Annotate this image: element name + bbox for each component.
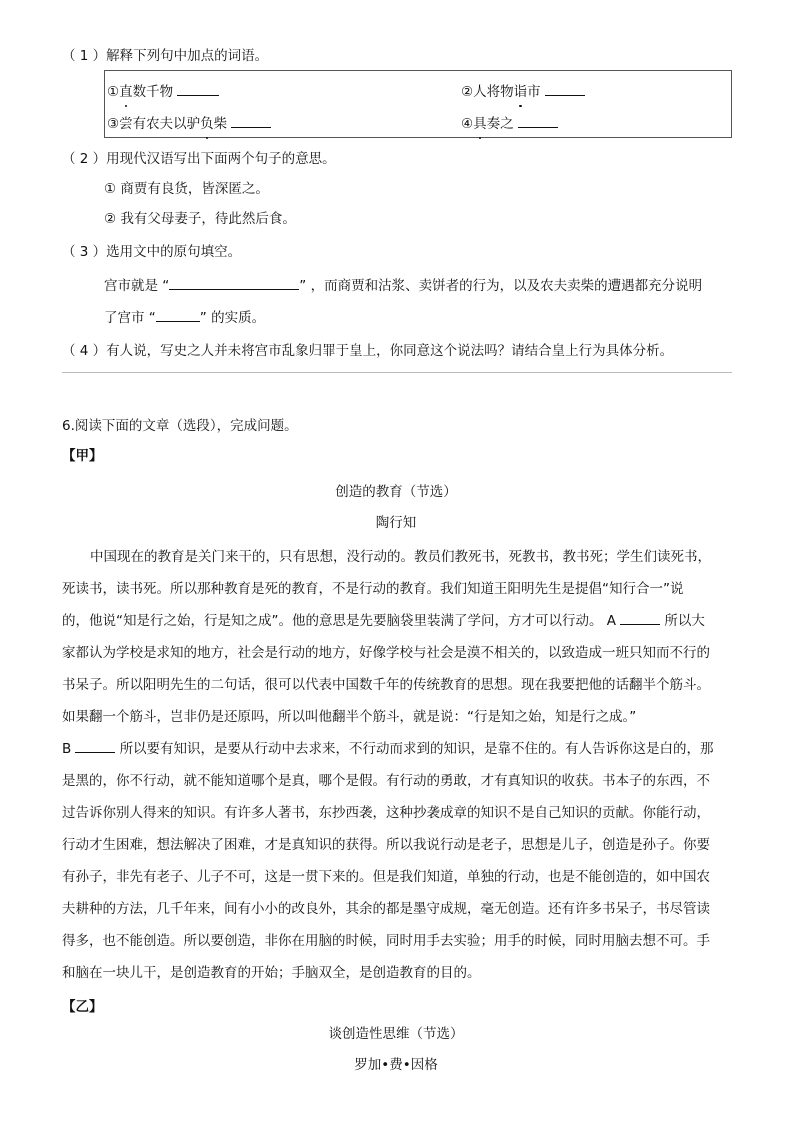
answer-blank-b[interactable] <box>75 740 115 753</box>
q2-sentence-2: ② 我有父母妻子，待此然后食。 <box>104 211 296 227</box>
q3-line-2: 了宫市 “ ” 的实质。 <box>104 310 266 326</box>
q1-answer-box <box>104 70 732 138</box>
section-label-yi: 【乙】 <box>62 999 103 1015</box>
article-line: 夫耕种的方法，几千年来，间有小小的改良外，其余的都是墨守成规，毫无创造。还有许多书呆子，书尽管读 <box>62 901 710 917</box>
q1-item-4: ④具奏之 <box>461 112 558 132</box>
q1-item-1: ①直数千物 <box>107 80 219 100</box>
article2-author: 罗加•费•因格 <box>354 1057 438 1073</box>
article-line: 书呆子。所以阳明先生的二句话，很可以代表中国数千年的传统教育的思想。现在我要把他的话翻半个筋斗。 <box>62 677 710 693</box>
q3-line-1: 宫市就是 “ ” ，而商贾和沽浆、卖饼者的行为，以及农夫卖柴的遭遇都充分说明 <box>104 278 703 294</box>
answer-blank[interactable] <box>518 115 558 128</box>
section-label-jia: 【甲】 <box>62 448 103 464</box>
q1-item-3: ③尝有农夫以驴负柴 <box>107 112 271 132</box>
q2-prompt: （ 2 ）用现代汉语写出下面两个句子的意思。 <box>62 151 336 167</box>
answer-blank[interactable] <box>177 83 219 96</box>
article2-title: 谈创造性思维（节选） <box>328 1026 464 1042</box>
article-line: 死读书，读书死。所以那种教育是死的教育，不是行动的教育。我们知道王阳明先生是提倡“知行合一”说 <box>62 581 684 597</box>
q6-prompt: 6.阅读下面的文章（选段），完成问题。 <box>62 418 298 434</box>
q1-item-2: ②人将物诣市 <box>461 80 585 100</box>
q1-prompt: （ 1 ）解释下列句中加点的词语。 <box>62 48 269 64</box>
article-title: 创造的教育（节选） <box>335 484 457 500</box>
answer-blank[interactable] <box>169 277 299 290</box>
section-divider <box>62 372 732 373</box>
article-author: 陶行知 <box>375 515 417 531</box>
answer-blank[interactable] <box>156 309 200 322</box>
answer-blank[interactable] <box>231 115 271 128</box>
article-line: 如果翻一个筋斗，岂非仍是还原吗，所以叫他翻半个筋斗，就是说：“行是知之始，知是行之成。” <box>62 709 637 725</box>
article-line: 中国现在的教育是关门来干的，只有思想，没行动的。教员们教死书，死教书，教书死；学生们读死书， <box>90 549 711 565</box>
article-line: 得多，也不能创造。所以要创造，非你在用脑的时候，同时用手去实验；用手的时候，同时用脑去想不可。手 <box>62 933 710 949</box>
q3-prompt: （ 3 ）选用文中的原句填空。 <box>62 244 242 260</box>
article-line: 有孙子，非先有老子、儿子不可，这是一贯下来的。但是我们知道，单独的行动，也是不能创造的，如中国农 <box>62 869 710 885</box>
article-line: 行动才生困难，想法解决了困难，才是真知识的获得。所以我说行动是老子，思想是儿子，创造是孙子。你要 <box>62 837 710 853</box>
article-line: 是黑的，你不行动，就不能知道哪个是真，哪个是假。有行动的勇敢，才有真知识的收获。书本子的东西，不 <box>62 773 710 789</box>
q2-sentence-1: ① 商贾有良货，皆深匿之。 <box>104 181 269 197</box>
article-line: 和脑在一块儿干，是创造教育的开始；手脑双全，是创造教育的目的。 <box>62 965 481 981</box>
q4-prompt: （ 4 ）有人说，写史之人并未将宫市乱象归罪于皇上，你同意这个说法吗？请结合皇上行为具体分析。 <box>62 343 674 359</box>
answer-blank-a[interactable] <box>620 612 660 625</box>
article-line: 家都认为学校是求知的地方，社会是行动的地方，好像学校与社会是漠不相关的，以致造成一班只知而不行的 <box>62 645 710 661</box>
article-line: 过告诉你别人得来的知识。有许多人著书，东抄西袭，这种抄袭成章的知识不是自己知识的贡献。你能行动， <box>62 805 710 821</box>
article-line: B 所以要有知识，是要从行动中去求来，不行动而求到的知识，是靠不住的。有人告诉你这是白的，那 <box>62 741 714 757</box>
article-line: 的，他说“知是行之始，行是知之成”。他的意思是先要脑袋里装满了学问，方才可以行动。 A 所以大 <box>62 613 705 629</box>
answer-blank[interactable] <box>545 83 585 96</box>
